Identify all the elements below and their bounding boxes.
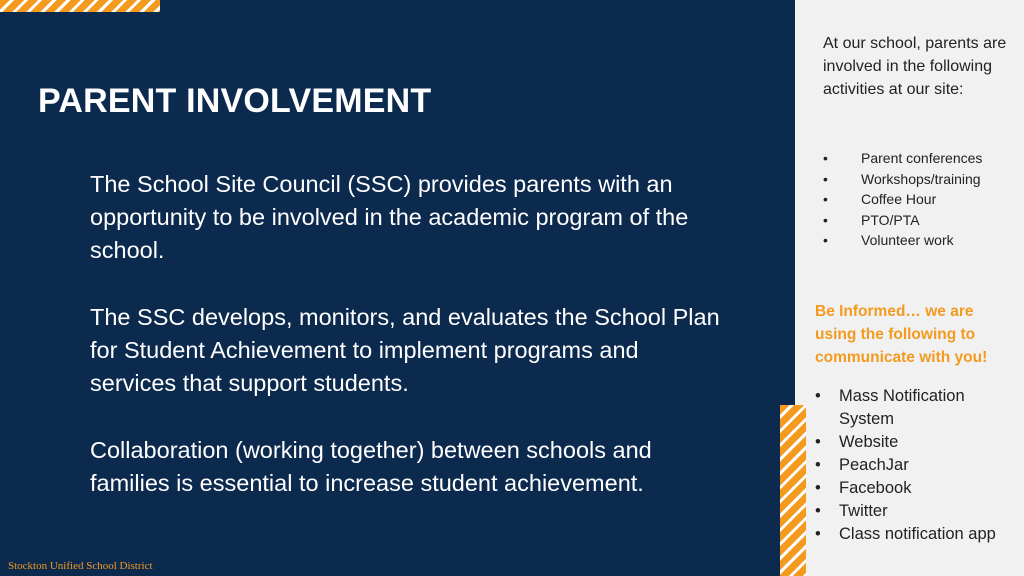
- communication-channels-list: [815, 385, 1020, 546]
- paragraph-ssc-plan: The SSC develops, monitors, and evaluates the School Plan for Student Achievement to implement programs and services that support students.: [90, 304, 720, 396]
- bullet-icon: •: [823, 191, 828, 207]
- list-item: • Website: [815, 431, 1020, 454]
- list-item: • PTO/PTA: [823, 210, 982, 231]
- list-item: • Class notification app: [815, 523, 1020, 546]
- list-item: • Workshops/training: [823, 169, 982, 190]
- bullet-icon: •: [815, 433, 821, 451]
- list-item: • Facebook: [815, 477, 1020, 500]
- decorative-stripe-side: [780, 405, 806, 576]
- bullet-icon: •: [823, 211, 828, 228]
- paragraph-collaboration: Collaboration (working together) between schools and families is essential to increase student achievement.: [90, 437, 652, 496]
- list-item: • Mass Notification System: [815, 387, 965, 428]
- bullet-icon: •: [815, 387, 821, 405]
- activities-list: [823, 148, 982, 251]
- bullet-icon: •: [815, 479, 821, 497]
- bullet-icon: •: [815, 502, 821, 520]
- bullet-icon: •: [823, 232, 828, 248]
- bullet-icon: •: [823, 150, 828, 166]
- paragraph-ssc: The School Site Council (SSC) provides parents with an opportunity to be involved in the academic program of the school.: [90, 171, 689, 263]
- list-item: • Twitter: [815, 500, 1020, 523]
- bullet-icon: •: [815, 456, 821, 474]
- list-item: • Parent conferences: [823, 148, 982, 169]
- list-item: • Volunteer work: [823, 230, 982, 251]
- sidebar-panel: [795, 0, 1024, 576]
- sidebar-intro: At our school, parents are involved in the following activities at our site:: [823, 35, 1007, 98]
- decorative-stripe-top: [0, 0, 160, 12]
- list-item: • PeachJar: [815, 454, 1020, 477]
- bullet-icon: •: [823, 170, 828, 187]
- page-title: PARENT INVOLVEMENT: [38, 82, 432, 120]
- be-informed-heading: Be Informed… we are using the following to communicate with you!: [815, 303, 988, 366]
- list-item: • Coffee Hour: [823, 189, 982, 210]
- footer-district-name: Stockton Unified School District: [8, 560, 153, 572]
- bullet-icon: •: [815, 525, 821, 543]
